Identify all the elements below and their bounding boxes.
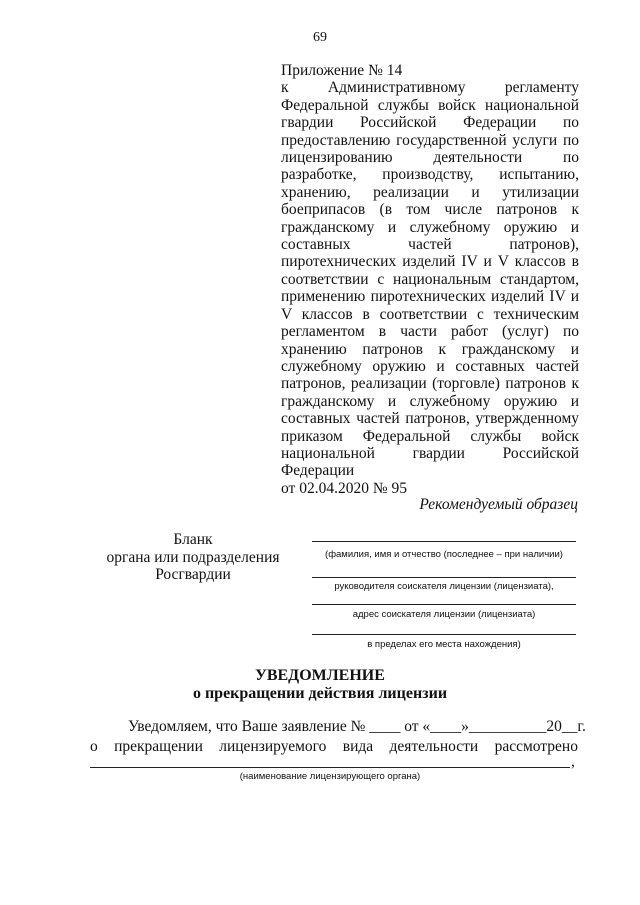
paragraph-2-word: вида: [342, 738, 374, 755]
paragraph-2-word: лицензируемого: [219, 738, 327, 755]
recommended-sample-label: Рекомендуемый образец: [419, 496, 578, 513]
appendix-block: [281, 62, 579, 497]
addressee-address-caption: адрес соискателя лицензии (лицензиата): [352, 609, 536, 620]
addressee-location-line[interactable]: [312, 634, 576, 635]
notice-subtitle: о прекращении действия лицензии: [192, 685, 448, 702]
appendix-title: Приложение № 14: [281, 62, 403, 79]
appendix-date: от 02.04.2020 № 95: [281, 479, 407, 497]
appendix-body: к Административному регламенту Федеральной службы войск национальной гвардии Российской Федерации по предоставлению государственной услуги по лицензированию деятельности по разработке, производству, испытанию, хранению, реализации и утилизации боеприпасов (в том числе патронов к гражданскому и служебному оружию и составных частей патронов), пиротехнических изделий IV и V классов в соответствии с национальным стандартом, применению пиротехнических изделий IV и V классов в соответствии с техническим регламентом в части работ (услуг) по хранению патронов к гражданскому и служебному оружию и составных частей патронов, реализации (торговле) патронов к гражданскому и служебному оружию и составных частей патронов, утвержденному приказом Федеральной службы войск национальной гвардии Российской Федерации: [281, 79, 579, 480]
addressee-role-caption: руководителя соискателя лицензии (лицензиата),: [334, 581, 554, 592]
letterhead-line-2: органа или подразделения: [106, 548, 280, 566]
notice-heading: [0, 667, 640, 703]
addressee-name-line[interactable]: [312, 541, 576, 542]
addressee-location-caption: в пределах его места нахождения): [367, 639, 521, 650]
notice-paragraph-1: Уведомляем, что Ваше заявление № ____ от «____»__________20__г.: [128, 718, 586, 735]
notice-title: УВЕДОМЛЕНИЕ: [255, 667, 385, 684]
notice-paragraph-2: [90, 738, 578, 756]
licensing-authority-line[interactable]: [90, 767, 570, 768]
paragraph-2-word: рассмотрено: [494, 738, 578, 755]
paragraph-2-word: прекращении: [114, 738, 203, 755]
page-number: 69: [313, 30, 327, 45]
paragraph-2-word: деятельности: [389, 738, 479, 755]
letterhead-placeholder: [90, 531, 296, 584]
licensing-authority-caption: (наименование лицензирующего органа): [239, 771, 421, 782]
paragraph-2-word: о: [90, 738, 98, 755]
addressee-name-caption: (фамилия, имя и отчество (последнее – при наличии): [325, 549, 563, 560]
addressee-address-line[interactable]: [312, 604, 576, 605]
addressee-role-line[interactable]: [312, 577, 576, 578]
letterhead-line-3: Росгвардии: [155, 566, 231, 583]
letterhead-line-1: Бланк: [173, 531, 213, 548]
licensing-authority-comma: ,: [571, 753, 575, 770]
